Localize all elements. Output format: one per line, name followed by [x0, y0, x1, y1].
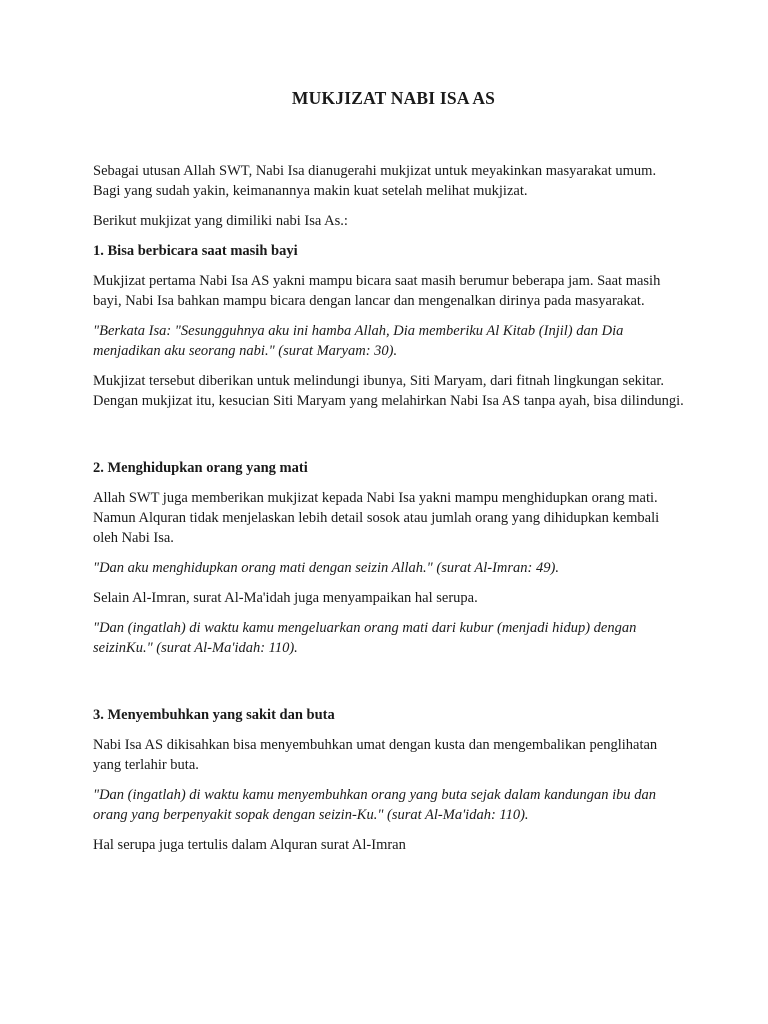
section-2-heading: 2. Menghidupkan orang yang mati — [93, 460, 308, 476]
document-title: MUKJIZAT NABI ISA AS — [291, 88, 496, 108]
section-1-paragraph-1: Mukjizat pertama Nabi Isa AS yakni mampu bicara saat masih berumur beberapa jam. Saat masih bayi, Nabi Isa bahkan mampu bicara dengan lancar dan mengenalkan dirinya pada masyarakat. — [93, 273, 661, 309]
section-1-heading: 1. Bisa berbicara saat masih bayi — [93, 243, 298, 259]
section-1-paragraph-2: Mukjizat tersebut diberikan untuk melindungi ibunya, Siti Maryam, dari fitnah lingkungan sekitar. Dengan mukjizat itu, kesucian Siti Maryam yang melahirkan Nabi Isa AS tanpa ayah, bisa dilindungi. — [93, 373, 684, 409]
section-2-quote-2: "Dan (ingatlah) di waktu kamu mengeluarkan orang mati dari kubur (menjadi hidup) dengan seizinKu." (surat Al-Ma'idah: 110). — [93, 620, 637, 656]
intro-paragraph: Sebagai utusan Allah SWT, Nabi Isa dianugerahi mukjizat untuk meyakinkan masyarakat umum. Bagi yang sudah yakin, keimanannya makin kuat setelah melihat mukjizat. — [93, 163, 657, 199]
list-intro: Berikut mukjizat yang dimiliki nabi Isa As.: — [93, 213, 348, 229]
section-2-paragraph-1: Allah SWT juga memberikan mukjizat kepada Nabi Isa yakni mampu menghidupkan orang mati. Namun Alquran tidak menjelaskan lebih detail sosok atau jumlah orang yang dihidupkan kembali oleh Nabi Isa. — [93, 490, 660, 546]
section-3-paragraph-2: Hal serupa juga tertulis dalam Alquran surat Al-Imran — [93, 837, 406, 853]
section-2-quote-1: "Dan aku menghidupkan orang mati dengan seizin Allah." (surat Al-Imran: 49). — [93, 560, 559, 576]
section-3-paragraph-1: Nabi Isa AS dikisahkan bisa menyembuhkan umat dengan kusta dan mengembalikan penglihatan yang terlahir buta. — [93, 737, 658, 773]
section-3-quote-1: "Dan (ingatlah) di waktu kamu menyembuhkan orang yang buta sejak dalam kandungan ibu dan orang yang berpenyakit sopak dengan seizin-Ku." (surat Al-Ma'idah: 110). — [93, 787, 657, 823]
section-2-paragraph-2: Selain Al-Imran, surat Al-Ma'idah juga menyampaikan hal serupa. — [93, 590, 478, 606]
section-3-heading: 3. Menyembuhkan yang sakit dan buta — [93, 707, 335, 723]
section-1-quote-1: "Berkata Isa: "Sesungguhnya aku ini hamba Allah, Dia memberiku Al Kitab (Injil) dan Dia menjadikan aku seorang nabi." (surat Maryam: 30). — [93, 323, 624, 359]
